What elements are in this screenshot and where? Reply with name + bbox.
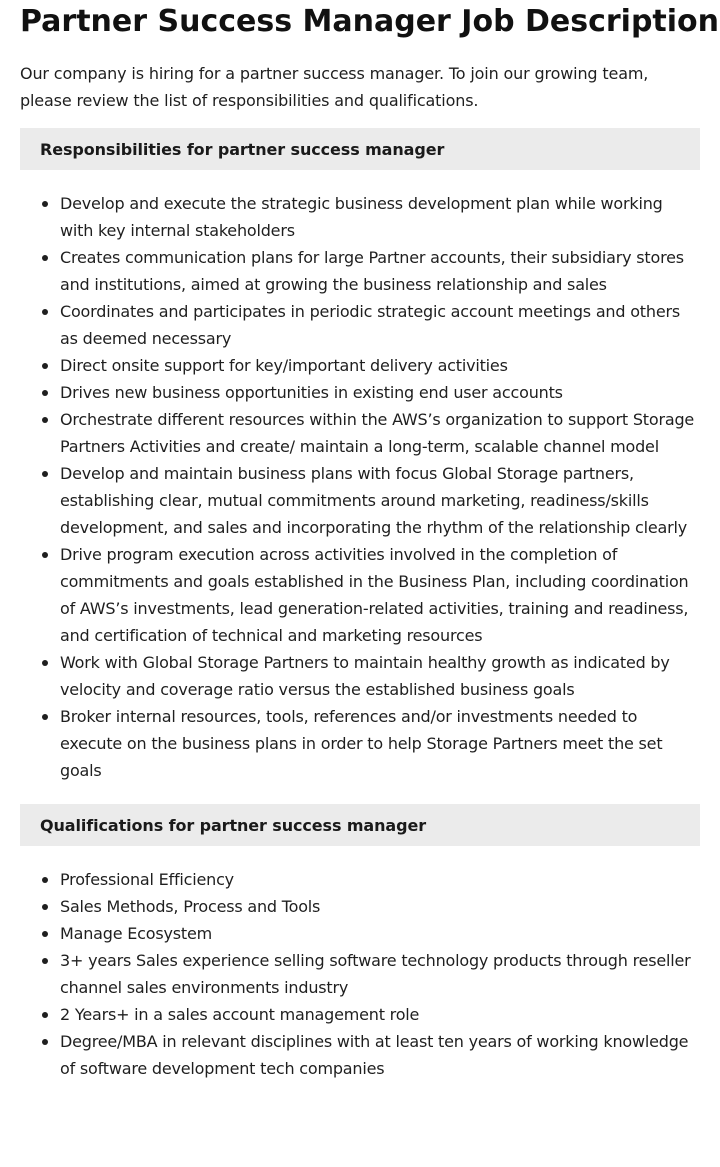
job-description-page xyxy=(0,2,720,1082)
qualification-item: Professional Efficiency xyxy=(60,866,700,893)
responsibility-item: Develop and maintain business plans with focus Global Storage partners, establishing clear, mutual commitments around marketing, readiness/skills development, and sales and incorporating the rhythm of the relationship clearly xyxy=(60,460,700,541)
responsibility-item: Drive program execution across activities involved in the completion of commitments and goals established in the Business Plan, including coordination of AWS’s investments, lead generation-related activities, training and readiness, and certification of technical and marketing resources xyxy=(60,541,700,649)
qualification-item: Degree/MBA in relevant disciplines with at least ten years of working knowledge of software development tech companies xyxy=(60,1028,700,1082)
responsibility-item: Work with Global Storage Partners to maintain healthy growth as indicated by velocity and coverage ratio versus the established business goals xyxy=(60,649,700,703)
page-title: Partner Success Manager Job Description xyxy=(20,4,720,39)
responsibility-item: Creates communication plans for large Partner accounts, their subsidiary stores and institutions, aimed at growing the business relationship and sales xyxy=(60,244,700,298)
qualifications-list xyxy=(20,866,700,1082)
qualification-item: 2 Years+ in a sales account management role xyxy=(60,1001,700,1028)
intro-paragraph: Our company is hiring for a partner success manager. To join our growing team, please review the list of responsibilities and qualifications. xyxy=(20,64,649,110)
responsibility-item: Orchestrate different resources within the AWS’s organization to support Storage Partners Activities and create/ maintain a long-term, scalable channel model xyxy=(60,406,700,460)
responsibility-item: Broker internal resources, tools, references and/or investments needed to execute on the business plans in order to help Storage Partners meet the set goals xyxy=(60,703,700,784)
responsibility-item: Drives new business opportunities in existing end user accounts xyxy=(60,379,700,406)
responsibilities-list xyxy=(20,190,700,784)
responsibility-item: Develop and execute the strategic business development plan while working with key internal stakeholders xyxy=(60,190,700,244)
qualification-item: 3+ years Sales experience selling software technology products through reseller channel sales environments industry xyxy=(60,947,700,1001)
qualifications-heading: Qualifications for partner success manager xyxy=(20,804,700,846)
qualification-item: Manage Ecosystem xyxy=(60,920,700,947)
responsibility-item: Direct onsite support for key/important delivery activities xyxy=(60,352,700,379)
qualification-item: Sales Methods, Process and Tools xyxy=(60,893,700,920)
responsibilities-heading: Responsibilities for partner success manager xyxy=(20,128,700,170)
responsibility-item: Coordinates and participates in periodic strategic account meetings and others as deemed necessary xyxy=(60,298,700,352)
